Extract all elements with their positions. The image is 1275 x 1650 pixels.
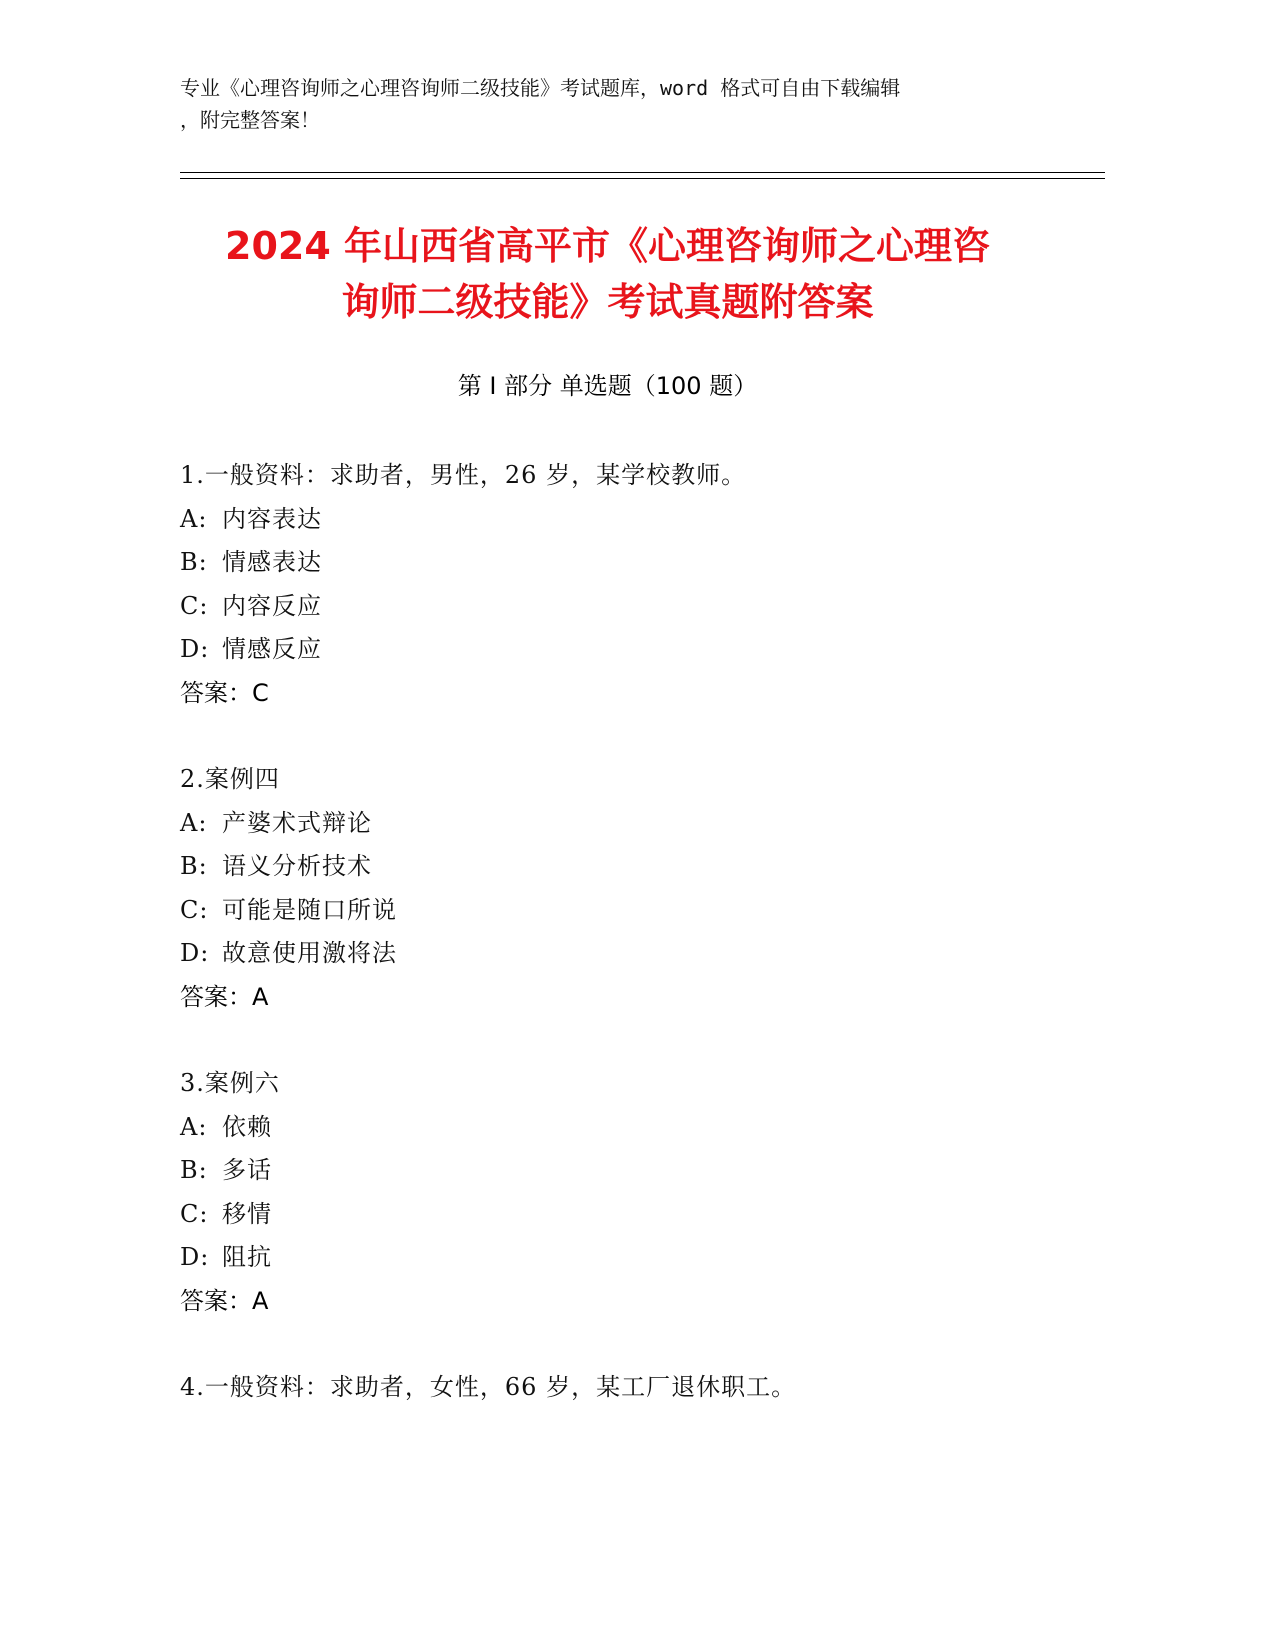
option-b — [180, 541, 1080, 585]
document-title-line-2: 询师二级技能》考试真题附答案 — [341, 280, 874, 324]
option-d — [180, 1236, 1080, 1280]
option-text: 多话 — [222, 1156, 272, 1184]
header-note-line-2: ，附完整答案！ — [180, 108, 320, 132]
question-stem: 3.案例六 — [180, 1069, 280, 1097]
option-text: 内容表达 — [222, 504, 322, 533]
option-text: 移情 — [222, 1199, 272, 1228]
option-a — [180, 802, 1080, 846]
question-2 — [180, 758, 1080, 1019]
option-d — [180, 932, 1080, 976]
option-letter: D: — [180, 635, 210, 663]
question-4 — [180, 1366, 1080, 1410]
option-text: 内容反应 — [222, 591, 322, 620]
option-letter: B: — [180, 1156, 208, 1184]
question-stem: 2.案例四 — [180, 765, 280, 793]
option-d — [180, 628, 1080, 672]
option-letter: D: — [180, 939, 210, 967]
header-note-line-1: 专业《心理咨询师之心理咨询师二级技能》考试题库，word 格式可自由下载编辑 — [180, 76, 901, 100]
question-3 — [180, 1062, 1080, 1323]
option-text: 可能是随口所说 — [222, 895, 397, 924]
header-divider-bottom — [180, 178, 1105, 179]
answer-line: 答案：C — [180, 678, 269, 707]
section-heading: 第 I 部分 单选题（100 题） — [457, 372, 758, 400]
option-letter: A: — [180, 1112, 208, 1141]
option-letter: C: — [180, 591, 209, 620]
answer-line: 答案：A — [180, 1286, 269, 1315]
option-text: 情感反应 — [222, 635, 322, 663]
question-1 — [180, 454, 1080, 715]
option-text: 阻抗 — [222, 1243, 272, 1271]
header-note — [180, 72, 1040, 136]
question-stem: 1.一般资料：求助者，男性，26 岁，某学校教师。 — [180, 461, 747, 489]
option-letter: B: — [180, 548, 208, 576]
option-c — [180, 889, 1080, 933]
document-title-line-1: 2024 年山西省高平市《心理咨询师之心理咨 — [225, 224, 990, 268]
option-c — [180, 1193, 1080, 1237]
option-letter: D: — [180, 1243, 210, 1271]
option-b — [180, 1149, 1080, 1193]
option-c — [180, 585, 1080, 629]
option-letter: B: — [180, 852, 208, 880]
question-stem: 4.一般资料：求助者，女性，66 岁，某工厂退休职工。 — [180, 1373, 797, 1401]
option-letter: C: — [180, 1199, 209, 1228]
option-text: 故意使用激将法 — [222, 939, 397, 967]
question-list — [180, 454, 1080, 1453]
option-text: 情感表达 — [222, 548, 322, 576]
option-a — [180, 1106, 1080, 1150]
option-text: 依赖 — [222, 1112, 272, 1141]
header-divider-top — [180, 172, 1105, 173]
option-a — [180, 498, 1080, 542]
option-letter: C: — [180, 895, 209, 924]
option-letter: A: — [180, 504, 208, 533]
option-text: 产婆术式辩论 — [222, 808, 372, 837]
option-letter: A: — [180, 808, 208, 837]
option-text: 语义分析技术 — [222, 852, 372, 880]
document-title — [100, 218, 1115, 330]
option-b — [180, 845, 1080, 889]
answer-line: 答案：A — [180, 982, 269, 1011]
